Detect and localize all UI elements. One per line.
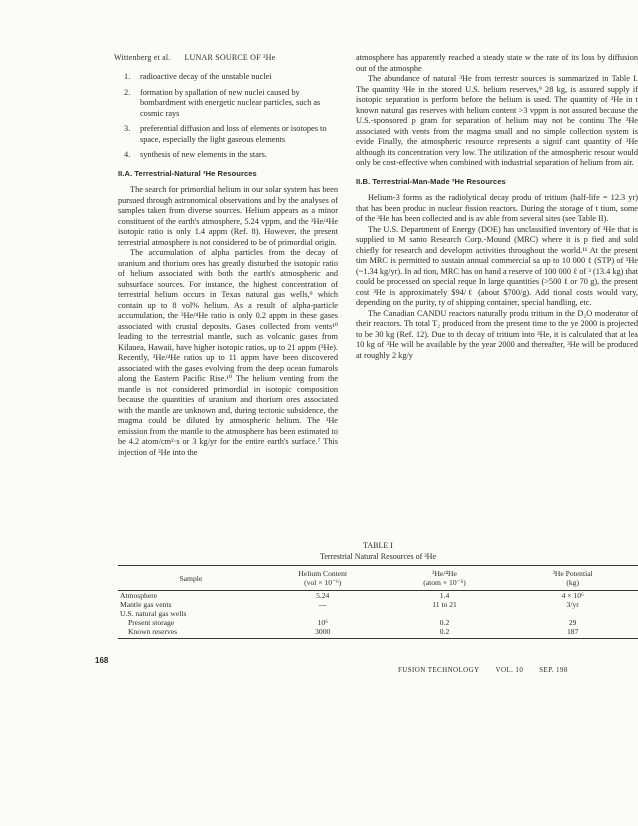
right-column [356, 53, 638, 361]
table-header-cell: Helium Content (vol × 10⁻⁶) [298, 569, 348, 587]
table-subtitle: Terrestrial Natural Resources of ³He [319, 552, 436, 561]
list-text: preferential diffusion and loss of elements or isotopes to space, especially the light gaseous elements [140, 124, 327, 144]
list-number: 4. [124, 150, 131, 159]
cell-potential: 3/yr [566, 600, 579, 609]
cell-helium-content: 10⁶ [317, 618, 328, 627]
cell-isotope-ratio: 0.2 [439, 618, 450, 627]
header-title: LUNAR SOURCE OF ³He [184, 53, 276, 62]
cell-isotope-ratio: 11 to 21 [432, 600, 457, 609]
resources-table [118, 565, 638, 639]
table-title: TABLE I [363, 541, 393, 550]
cell-isotope-ratio [382, 609, 508, 618]
table-row [118, 609, 638, 618]
list-item [124, 150, 338, 161]
table-row [118, 618, 638, 627]
cell-sample: Mantle gas vents [120, 600, 172, 609]
cell-isotope-ratio: 1.4 [439, 591, 450, 600]
list-number: 3. [124, 124, 131, 133]
paragraph: The search for primordial helium in our solar system has been pursued through astronomical observations and by the analyses of samples taken from diverse sources. Helium appears as a minor constituent of the earth's atmosphere, 5.24 vppm, and the ³He/⁴He isotopic ratio is only 1.4 appm (Ref. 8). However, the present terrestrial atmosphere is not considered to be of primordial origin. [118, 185, 338, 247]
table-header-cell: ³He/⁴He (atom × 10⁻⁶) [423, 569, 466, 587]
footer-journal: FUSION TECHNOLOGY [398, 666, 480, 674]
paragraph: atmosphere has apparently reached a steady state w the rate of its loss by diffusion out of the atmosphe [356, 53, 638, 73]
cell-potential: 4 × 10⁶ [561, 591, 584, 600]
cell-helium-content [264, 609, 382, 618]
section-heading-2b: II.B. Terrestrial-Man-Made ³He Resources [356, 176, 506, 186]
cell-potential: 29 [568, 618, 577, 627]
cell-sample: Present storage [128, 618, 175, 627]
running-header [114, 53, 275, 62]
paragraph: The accumulation of alpha particles from the decay of uranium and thorium ores has greatly disturbed the isotopic ratio of helium associated with both the earth's atmospheric and subsurface sources. For instance, the highest concentration of terrestrial helium occurs in Texas natural gas wells,⁹ which contain up to 8 vol% helium. As a result of alpha-particle accumulation, the ³He/⁴He ratio is only 0.2 appm in these gases associated with crustal deposits. Gases collected from vents¹⁰ leading to the terrestrial mantle, such as volcanic gases from Kilauea, Hawaii, have higher isotopic ratios, up to 21 appm (³He). Recently, ³He/⁴He ratios up to 11 appm have been discovered associated with the gases evolving from the deep ocean fumarols along the Eastern Pacific Rise.¹⁰ The helium venting from the mantle is not considered primordial in isotopic composition because the quantities of uranium and thorium ores associated with the mantle are unknown and, during tectonic subsidence, the magma could be diluted by atmospheric helium. The ³He emission from the mantle to the atmosphere has been estimated to be 4.2 atom/cm²·s or 3 kg/yr for the entire earth's surface.⁷ This injection of ³He into the [118, 248, 338, 457]
paragraph: The abundance of natural ³He from terrestr sources is summarized in Table I. The quantity ³He in the stored U.S. helium reserves,⁹ 28 kg, is assured supply if isotopic separation is perform before the helium is used. The quantity of ³He in t known natural gas reserves with helium content >3 vppm is not assured because the U.S.-sponsored p gram for separation of helium may not be continu The ³He associated with vents from the magma small and no simple collection system is evide Finally, the atmospheric resource represents a signif cant quantity of ³He although its concentration very low. The utilization of the atmospheric resour would only be cost-effective when combined with industrial separation of helium from air. [356, 74, 638, 167]
table-row [118, 591, 638, 601]
section-heading-2a: II.A. Terrestrial-Natural ³He Resources [118, 168, 257, 178]
right-paragraphs-a [356, 53, 638, 169]
table-body [118, 591, 638, 639]
list-number: 2. [124, 87, 131, 97]
cell-sample: Known reserves [128, 627, 178, 636]
list-number: 1. [124, 72, 131, 81]
list-text: synthesis of new elements in the stars. [140, 150, 267, 159]
cell-potential: 187 [566, 627, 579, 636]
list-item [124, 72, 338, 83]
table-header-cell: ³He Potential (kg) [552, 569, 593, 587]
footer-date: SEP. 198 [539, 666, 568, 674]
journal-footer [398, 666, 568, 674]
list-item [124, 87, 338, 120]
left-column [118, 70, 338, 458]
list-text: radioactive decay of the unstable nuclei [140, 72, 272, 81]
table-header-row [118, 566, 638, 591]
cell-sample: U.S. natural gas wells [120, 609, 187, 618]
right-paragraphs-b [356, 193, 638, 361]
paragraph: The U.S. Department of Energy (DOE) has unclassified inventory of ³He that is supplied to M santo Research Corp.-Mound (MRC) where it is p fied and sold chiefly for research and developm activities throughout the world.¹¹ At the present tim MRC is permitted to sustain annual commercial sa up to 10 000 ℓ (STP) of ³He (~1.34 kg/yr). In ad tion, MRC has on hand a reserve of 100 000 ℓ of ³ (13.4 kg) that could be processed on special reque In large quantities (>500 ℓ or 70 g), the present cost ³He is approximately $94/ℓ (about $700/g). Add tional costs would vary, depending on the purity, ty of shipping container, special handling, etc. [356, 224, 638, 307]
paragraph: The Canadian CANDU reactors naturally produ tritium in the D₂O moderator of their reactors. Th total T₂ produced from the present time to the ye 2000 is projected to be 30 kg (Ref. 12). Due to th decay of tritium into ³He, it is calculated that at lea 10 kg of ³He will be available by the year 2000 and thereafter, ³He will be produced at roughly 2 kg/y [356, 308, 638, 360]
table-row [118, 627, 638, 639]
cell-sample: Atmosphere [120, 591, 158, 600]
cell-helium-content: 3000 [315, 627, 331, 636]
table-row [118, 600, 638, 609]
table-1 [118, 540, 638, 639]
cell-helium-content: 5.24 [316, 591, 330, 600]
numbered-list [118, 72, 338, 161]
page-number: 168 [95, 656, 109, 665]
header-authors: Wittenberg et al. [114, 53, 171, 62]
table-header-cell: Sample [179, 573, 203, 583]
list-text: formation by spallation of new nuclei caused by bombardment with energetic nuclear particles, such as cosmic rays [140, 87, 321, 118]
list-item [124, 124, 338, 145]
footer-volume: VOL. 10 [495, 666, 524, 674]
cell-helium-content: --- [318, 600, 327, 609]
cell-potential [507, 609, 638, 618]
cell-isotope-ratio: 0.2 [439, 627, 450, 636]
paragraph: Helium-3 forms as the radiolytical decay produ of tritium (half-life = 12.3 yr) that has been produc in nuclear fission reactors. During the storage of t tium, some of the ³He has been collected and is av able from several sites (see Table II). [356, 193, 638, 223]
left-paragraphs [118, 185, 338, 458]
